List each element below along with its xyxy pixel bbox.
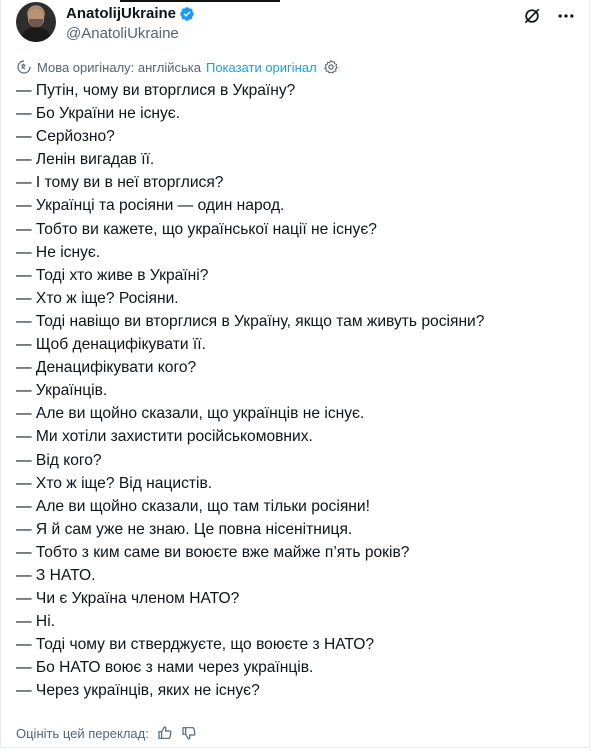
post-text xyxy=(16,79,576,703)
post-line: — Хто ж іще? Від нацистів. xyxy=(16,474,213,492)
post-line: — Від кого? xyxy=(16,451,102,469)
author-names xyxy=(66,4,195,44)
post-line: — Чи є Україна членом НАТО? xyxy=(16,590,240,608)
translation-info xyxy=(16,58,339,76)
post-line: — Денацифікувати кого? xyxy=(16,359,197,377)
post-line: — Ми хотіли захистити російськомовних. xyxy=(16,428,313,446)
post-line: — Ленін вигадав її. xyxy=(16,151,155,169)
post-line: — Тоді чому ви стверджуєте, що воюєте з НАТО? xyxy=(16,636,375,654)
show-original-link[interactable]: Показати оригінал xyxy=(205,59,317,75)
avatar-shirt xyxy=(22,28,50,42)
thumbs-up-icon[interactable] xyxy=(157,725,173,741)
author-display-name-text[interactable]: AnatolijUkraine xyxy=(66,5,177,22)
post-line: — Через українців, яких не існує? xyxy=(16,682,260,700)
post-line: — Бо України не існує. xyxy=(16,105,181,123)
avatar[interactable] xyxy=(16,2,56,42)
post-line: — Але ви щойно сказали, що там тільки росіяни! xyxy=(16,497,370,515)
post-line: — І тому ви в неї вторглися? xyxy=(16,174,224,192)
post-line: — Не існує. xyxy=(16,243,101,261)
post-line: — Українці та росіяни — один народ. xyxy=(16,197,285,215)
post-line: — Я й сам уже не знаю. Це повна нісенітниця. xyxy=(16,520,353,538)
post-line: — Хто ж іще? Росіяни. xyxy=(16,289,179,307)
post-line: — Тоді навіщо ви вторглися в Україну, якщо там живуть росіяни? xyxy=(16,312,485,330)
avatar-beard xyxy=(29,19,43,27)
post-line: — Путін, чому ви вторглися в Україну? xyxy=(16,82,296,99)
post-header xyxy=(16,2,576,46)
rate-translation-label: Оцініть цей переклад: xyxy=(16,725,149,741)
source-language-label: Мова оригіналу: англійська xyxy=(37,59,201,75)
post-line: — Українців. xyxy=(16,382,108,400)
author-handle[interactable]: @AnatoliUkraine xyxy=(66,25,179,42)
settings-icon[interactable] xyxy=(323,59,339,75)
post-line: — Ні. xyxy=(16,613,55,631)
author-display-name[interactable] xyxy=(66,4,195,24)
translation-rating xyxy=(16,723,197,743)
post-line: — Тобто ви кажете, що української нації не існує? xyxy=(16,220,377,238)
post-line: — Серйозно? xyxy=(16,128,115,146)
thumbs-down-icon[interactable] xyxy=(181,725,197,741)
post-line: — Тобто з ким саме ви воюєте вже майже п’ять років? xyxy=(16,543,410,561)
more-options-icon[interactable] xyxy=(556,6,576,26)
post-line: — Тоді хто живе в Україні? xyxy=(16,266,209,284)
post-line: — Але ви щойно сказали, що українців не існує. xyxy=(16,405,365,423)
post-line: — Щоб денацифікувати її. xyxy=(16,336,206,354)
post-line: — З НАТО. xyxy=(16,566,96,584)
translate-icon xyxy=(16,59,32,75)
verified-badge-icon xyxy=(179,6,195,22)
grok-icon[interactable] xyxy=(522,6,542,26)
post-line: — Бо НАТО воює з нами через українців. xyxy=(16,659,314,677)
